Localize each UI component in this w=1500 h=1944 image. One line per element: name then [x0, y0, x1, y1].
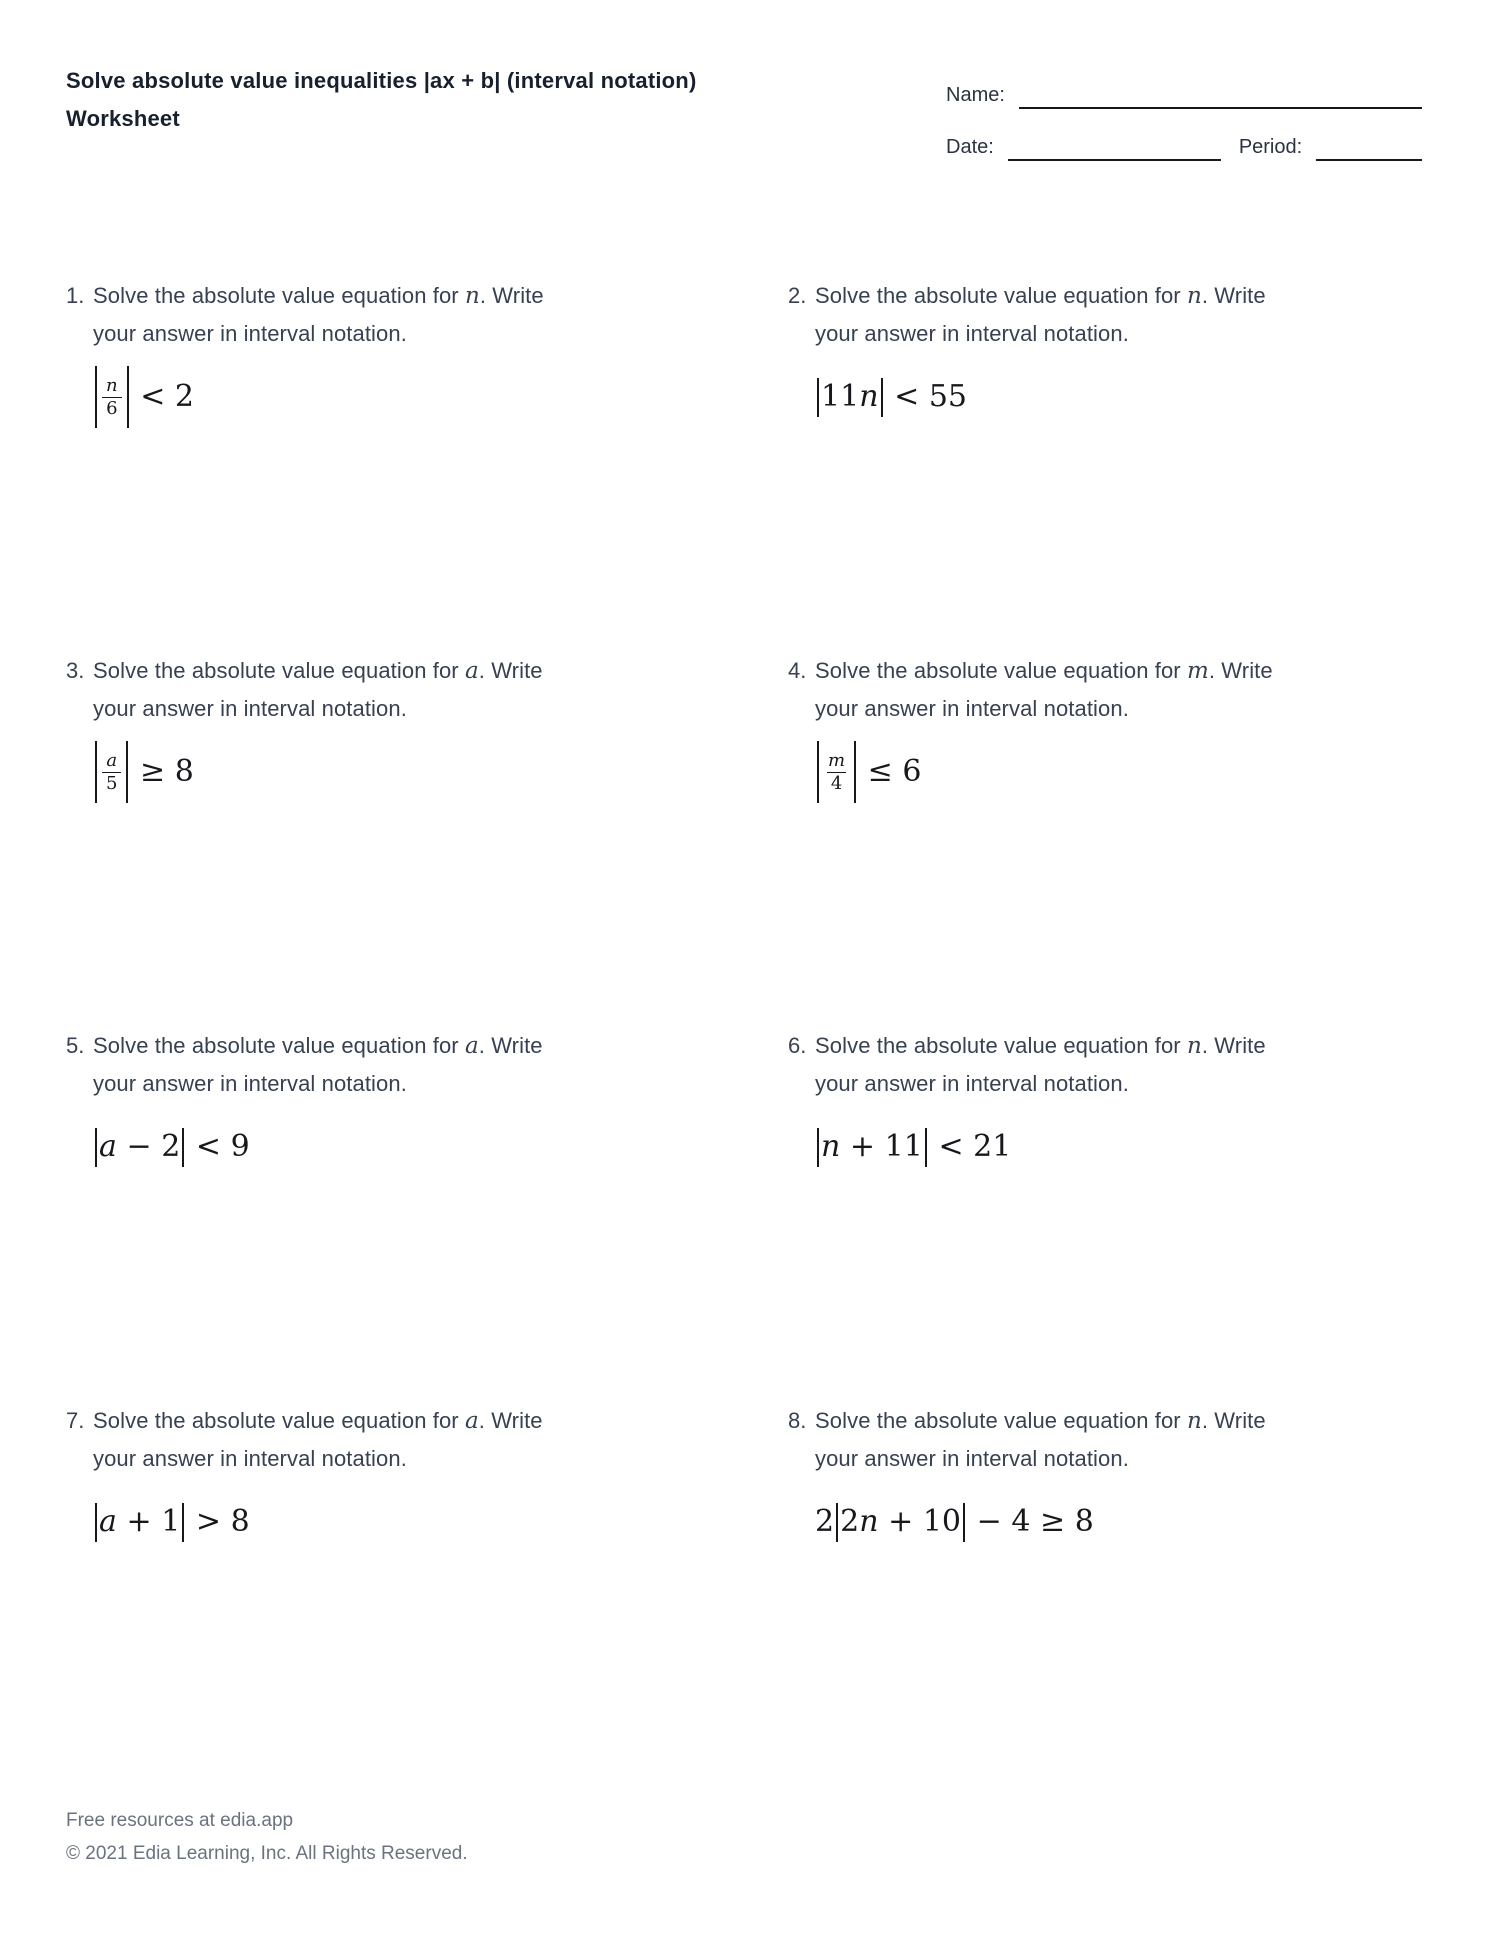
- name-label: Name:: [946, 84, 1005, 106]
- worksheet-title: [66, 62, 836, 138]
- problem-number: 2.: [788, 283, 807, 308]
- footer-copyright-text: © 2021 Edia Learning, Inc. All Rights Reserved.: [66, 1843, 468, 1864]
- problem-8: [788, 1402, 1448, 1777]
- problem-prompt: Solve the absolute value equation for n. Write your answer in interval notation.: [815, 1033, 1266, 1096]
- date-input-line[interactable]: [1008, 137, 1221, 161]
- problem-number: 5.: [66, 1033, 85, 1058]
- prompt-variable: n: [1186, 283, 1202, 309]
- problem-number: 8.: [788, 1408, 807, 1433]
- equation: n + 11 < 21: [815, 1116, 1448, 1178]
- problem-number: 7.: [66, 1408, 85, 1433]
- page-footer: [66, 1804, 468, 1870]
- prompt-variable: n: [464, 283, 480, 309]
- problem-number: 4.: [788, 658, 807, 683]
- problem-prompt: Solve the absolute value equation for n. Write your answer in interval notation.: [93, 283, 544, 346]
- name-input-line[interactable]: [1019, 85, 1422, 109]
- equation: a − 2 < 9: [93, 1116, 726, 1178]
- problem-number: 3.: [66, 658, 85, 683]
- prompt-variable: a: [464, 1408, 479, 1434]
- equation: $\frac{n}{6}$ < 2: [93, 366, 726, 428]
- worksheet-title-line2: Worksheet: [66, 106, 180, 131]
- problem-2: [788, 277, 1448, 652]
- problem-3: [66, 652, 726, 1027]
- worksheet-title-line1: Solve absolute value inequalities |ax + b| (interval notation): [66, 68, 697, 93]
- period-input-line[interactable]: [1316, 137, 1422, 161]
- period-label: Period:: [1238, 136, 1303, 158]
- equation: $\frac{m}{4}$ ≤ 6: [815, 741, 1448, 803]
- equation: 11 n < 55: [815, 366, 1448, 428]
- problem-prompt: Solve the absolute value equation for a. Write your answer in interval notation.: [93, 658, 543, 721]
- problem-prompt: Solve the absolute value equation for n. Write your answer in interval notation.: [815, 1408, 1266, 1471]
- problem-4: [788, 652, 1448, 1027]
- problem-5: [66, 1027, 726, 1402]
- problem-prompt: Solve the absolute value equation for a. Write your answer in interval notation.: [93, 1408, 543, 1471]
- prompt-variable: n: [1186, 1408, 1202, 1434]
- problem-prompt: Solve the absolute value equation for a. Write your answer in interval notation.: [93, 1033, 543, 1096]
- date-period-row: [946, 136, 1422, 161]
- problem-number: 6.: [788, 1033, 807, 1058]
- problem-prompt: Solve the absolute value equation for m. Write your answer in interval notation.: [815, 658, 1273, 721]
- prompt-variable: a: [464, 1033, 479, 1059]
- date-label: Date:: [946, 136, 994, 158]
- student-info-fields: [946, 84, 1422, 161]
- problem-number: 1.: [66, 283, 85, 308]
- problem-1: [66, 277, 726, 652]
- prompt-variable: m: [1186, 658, 1209, 684]
- equation: $\frac{a}{5}$ ≥ 8: [93, 741, 726, 803]
- problem-6: [788, 1027, 1448, 1402]
- problem-7: [66, 1402, 726, 1777]
- prompt-variable: a: [464, 658, 479, 684]
- footer-resources-text: Free resources at edia.app: [66, 1810, 294, 1831]
- equation: a + 1 > 8: [93, 1491, 726, 1553]
- name-row: [946, 84, 1422, 109]
- problem-prompt: Solve the absolute value equation for n. Write your answer in interval notation.: [815, 283, 1266, 346]
- equation: 2 2 n + 10 − 4 ≥ 8: [815, 1491, 1448, 1553]
- problems-grid: [66, 277, 1448, 1777]
- prompt-variable: n: [1186, 1033, 1202, 1059]
